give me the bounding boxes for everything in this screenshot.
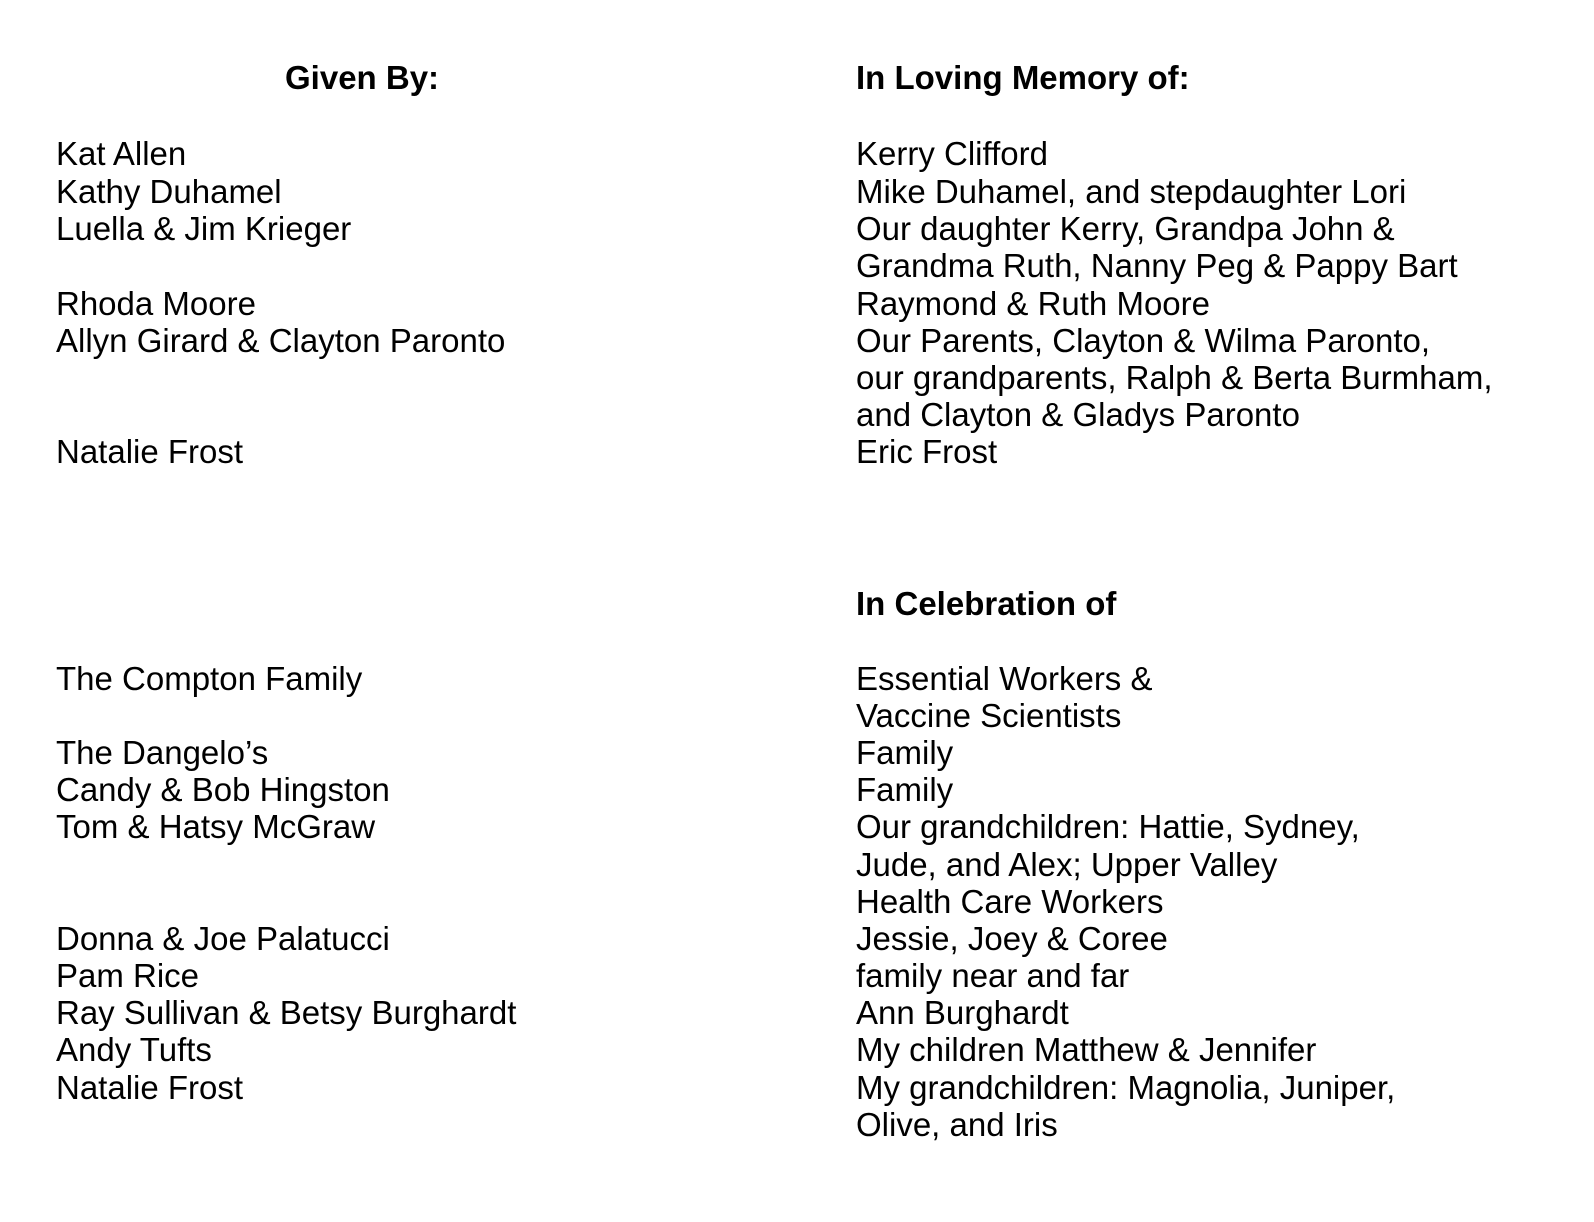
giver-name: Ray Sullivan & Betsy Burghardt xyxy=(56,994,517,1031)
giver-name: Natalie Frost xyxy=(56,433,244,470)
memory-line: Grandma Ruth, Nanny Peg & Pappy Bart xyxy=(856,247,1458,284)
memory-line: and Clayton & Gladys Paronto xyxy=(856,396,1300,433)
giver-name: Tom & Hatsy McGraw xyxy=(56,808,376,845)
given-by-heading: Given By: xyxy=(285,59,440,96)
celebration-line: Family xyxy=(856,771,954,808)
celebration-line: My children Matthew & Jennifer xyxy=(856,1031,1317,1068)
in-memory-heading: In Loving Memory of: xyxy=(856,59,1190,96)
memory-line: Our daughter Kerry, Grandpa John & xyxy=(856,210,1395,247)
memory-line: Kerry Clifford xyxy=(856,135,1048,172)
giver-name: Candy & Bob Hingston xyxy=(56,771,390,808)
memory-line: Mike Duhamel, and stepdaughter Lori xyxy=(856,173,1407,210)
in-celebration-heading: In Celebration of xyxy=(856,585,1117,622)
memory-line: Raymond & Ruth Moore xyxy=(856,285,1210,322)
giver-name: Rhoda Moore xyxy=(56,285,256,322)
celebration-line: Vaccine Scientists xyxy=(856,697,1122,734)
celebration-line: My grandchildren: Magnolia, Juniper, xyxy=(856,1069,1396,1106)
giver-name: Kathy Duhamel xyxy=(56,173,282,210)
memory-line: Our Parents, Clayton & Wilma Paronto, xyxy=(856,322,1431,359)
memory-line: Eric Frost xyxy=(856,433,998,470)
giver-name: Donna & Joe Palatucci xyxy=(56,920,390,957)
giver-name: Kat Allen xyxy=(56,135,187,172)
giver-name: The Compton Family xyxy=(56,660,363,697)
giver-name: Luella & Jim Krieger xyxy=(56,210,352,247)
celebration-line: Health Care Workers xyxy=(856,883,1164,920)
giver-name: Pam Rice xyxy=(56,957,200,994)
celebration-line: Olive, and Iris xyxy=(856,1106,1058,1143)
giver-name: Natalie Frost xyxy=(56,1069,244,1106)
celebration-line: Our grandchildren: Hattie, Sydney, xyxy=(856,808,1360,845)
celebration-line: family near and far xyxy=(856,957,1130,994)
celebration-line: Essential Workers & xyxy=(856,660,1153,697)
giver-name: Andy Tufts xyxy=(56,1031,212,1068)
memory-line: our grandparents, Ralph & Berta Burmham, xyxy=(856,359,1493,396)
giver-name: The Dangelo’s xyxy=(56,734,269,771)
giver-name: Allyn Girard & Clayton Paronto xyxy=(56,322,506,359)
celebration-line: Jessie, Joey & Coree xyxy=(856,920,1168,957)
celebration-line: Ann Burghardt xyxy=(856,994,1069,1031)
celebration-line: Family xyxy=(856,734,954,771)
celebration-line: Jude, and Alex; Upper Valley xyxy=(856,846,1278,883)
